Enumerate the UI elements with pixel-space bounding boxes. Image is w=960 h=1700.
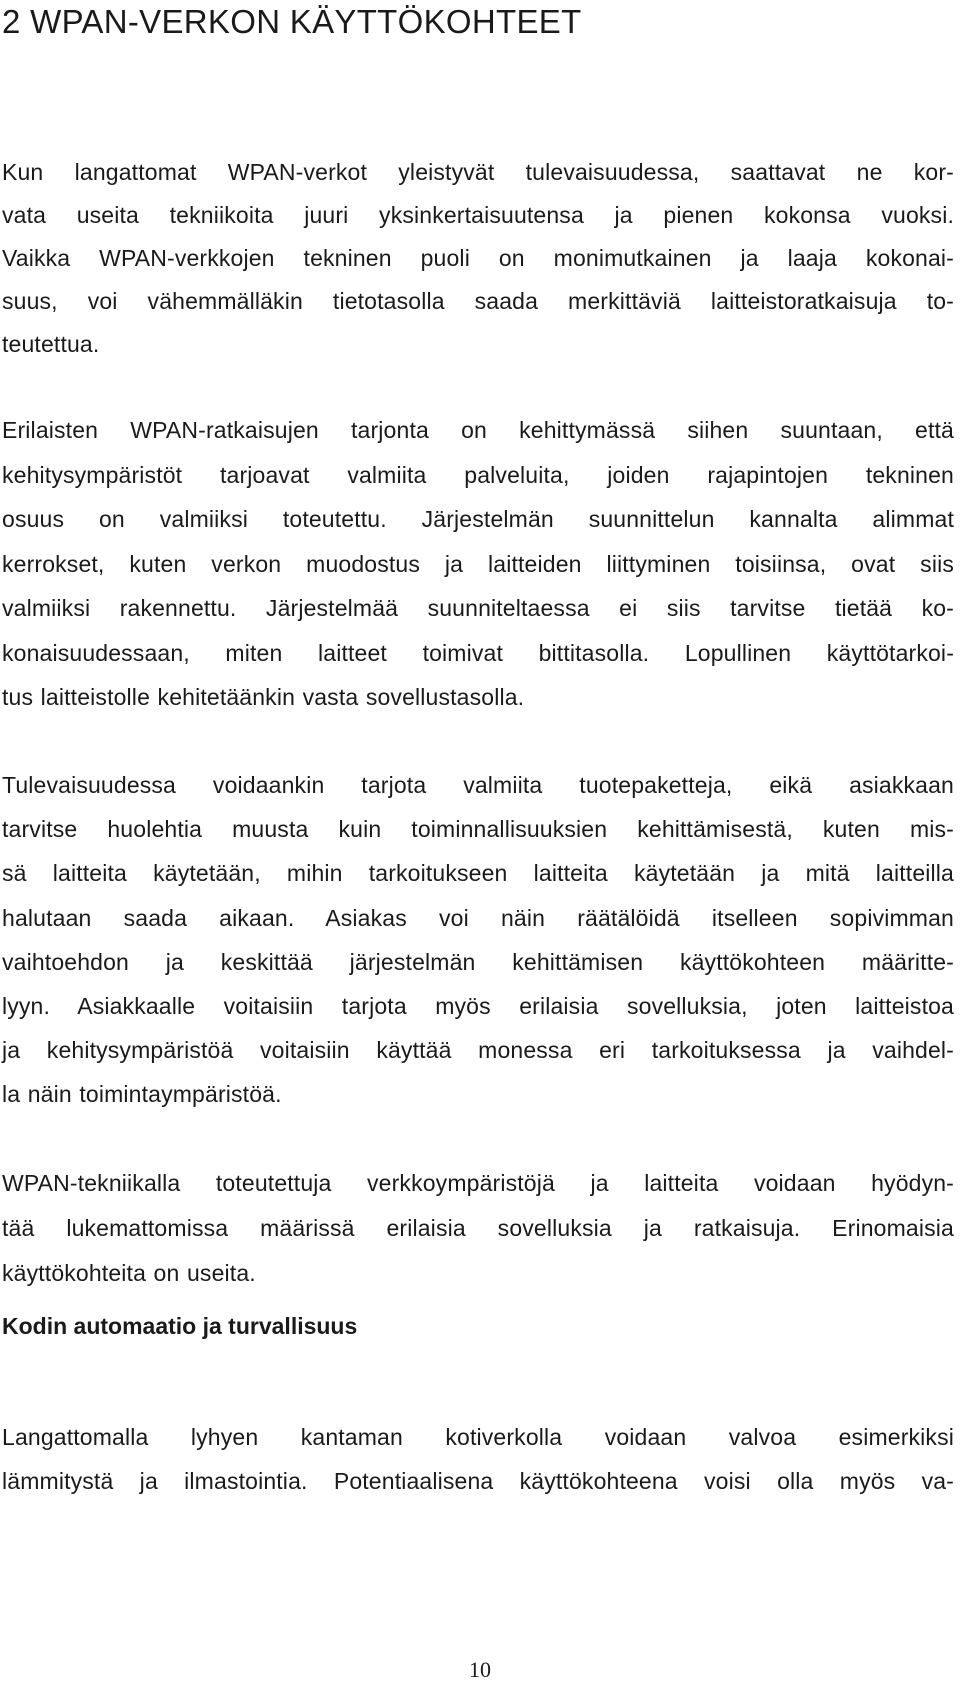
text-line: osuus on valmiiksi toteutettu. Järjestelmän suunnittelun kannalta alimmat — [2, 506, 954, 532]
page-number: 10 — [469, 1657, 491, 1682]
text-line: Kun langattomat WPAN-verkot yleistyvät tulevaisuudessa, saattavat ne kor- — [2, 159, 954, 185]
text-line: tus laitteistolle kehitetäänkin vasta sovellustasolla. — [2, 684, 525, 710]
section-subheading: Kodin automaatio ja turvallisuus — [2, 1313, 358, 1339]
text-line: vata useita tekniikoita juuri yksinkertaisuutensa ja pienen kokonsa vuoksi. — [2, 202, 954, 228]
text-line: valmiiksi rakennettu. Järjestelmää suunniteltaessa ei siis tarvitse tietää ko- — [2, 595, 954, 621]
text-line: Tulevaisuudessa voidaankin tarjota valmiita tuotepaketteja, eikä asiakkaan — [2, 772, 954, 798]
text-line: Langattomalla lyhyen kantaman kotiverkolla voidaan valvoa esimerkiksi — [2, 1424, 954, 1450]
text-line: sä laitteita käytetään, mihin tarkoitukseen laitteita käytetään ja mitä laitteilla — [2, 860, 954, 887]
text-line: la näin toimintaympäristöä. — [2, 1081, 282, 1108]
text-line: teutettua. — [2, 331, 100, 357]
text-line: konaisuudessaan, miten laitteet toimivat bittitasolla. Lopullinen käyttötarkoi- — [2, 639, 954, 666]
text-line: Vaikka WPAN-verkkojen tekninen puoli on monimutkainen ja laaja kokonai- — [2, 245, 954, 271]
text-line: lämmitystä ja ilmastointia. Potentiaalisena käyttökohteena voisi olla myös va- — [2, 1468, 954, 1494]
text-line: halutaan saada aikaan. Asiakas voi näin räätälöidä itselleen sopivimman — [2, 904, 954, 931]
text-line: ja kehitysympäristöä voitaisiin käyttää monessa eri tarkoituksessa ja vaihdel- — [2, 1037, 954, 1064]
text-line: tää lukemattomissa määrissä erilaisia sovelluksia ja ratkaisuja. Erinomaisia — [2, 1215, 954, 1241]
text-line: WPAN-tekniikalla toteutettuja verkkoympäristöjä ja laitteita voidaan hyödyn- — [2, 1170, 954, 1196]
paragraph-4 — [2, 1161, 954, 1296]
paragraph-2 — [2, 408, 954, 720]
text-line: suus, voi vähemmälläkin tietotasolla saada merkittäviä laitteistoratkaisuja to- — [2, 288, 954, 314]
chapter-heading: 2 WPAN-VERKON KÄYTTÖKOHTEET — [2, 3, 582, 40]
text-line: Erilaisten WPAN-ratkaisujen tarjonta on kehittymässä siihen suuntaan, että — [2, 417, 954, 443]
text-line: kehitysympäristöt tarjoavat valmiita palveluita, joiden rajapintojen tekninen — [2, 461, 954, 488]
text-line: vaihtoehdon ja keskittää järjestelmän kehittämisen käyttökohteen määritte- — [2, 948, 954, 975]
text-line: käyttökohteita on useita. — [2, 1260, 256, 1286]
text-line: kerrokset, kuten verkon muodostus ja laitteiden liittyminen toisiinsa, ovat siis — [2, 550, 954, 577]
text-line: tarvitse huolehtia muusta kuin toiminnallisuuksien kehittämisestä, kuten mis- — [2, 816, 954, 843]
paragraph-5 — [2, 1415, 954, 1503]
paragraph-1 — [2, 151, 954, 366]
text-line: lyyn. Asiakkaalle voitaisiin tarjota myös erilaisia sovelluksia, joten laitteistoa — [2, 993, 954, 1020]
paragraph-3 — [2, 763, 954, 1117]
